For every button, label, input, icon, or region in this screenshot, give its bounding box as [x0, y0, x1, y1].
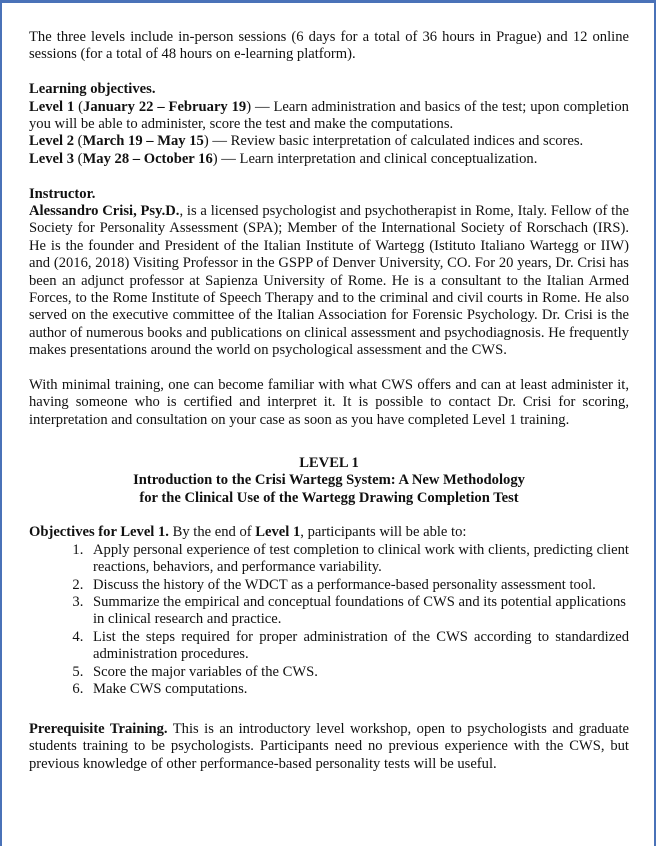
level-1-title: LEVEL 1	[299, 454, 359, 471]
list-item: 1. Apply personal experience of test completion to clinical work with clients, predicting client reactions, behaviors, and performance variability.	[87, 542, 629, 577]
intro-paragraph: The three levels include in-person sessions (6 days for a total of 36 hours in Prague) and 12 online sessions (for a total of 48 hours on e-learning platform).	[29, 29, 629, 63]
list-item: 5. Score the major variables of the CWS.	[87, 664, 629, 681]
prerequisite-paragraph: Prerequisite Training. This is an introductory level workshop, open to psychologists and graduate students training to be psychologists. Participants need no previous experience with the CWS, but previous knowledge of other performance-based personality tests will be useful.	[29, 720, 629, 772]
instructor-name: Alessandro Crisi, Psy.D.	[29, 203, 180, 220]
list-item: 4. List the steps required for proper administration of the CWS according to standardized administration procedures.	[87, 629, 629, 664]
learning-objectives-heading: Learning objectives.	[29, 81, 156, 98]
objectives-intro: Objectives for Level 1. By the end of Level 1, participants will be able to:	[29, 524, 467, 541]
document-page	[29, 29, 629, 790]
instructor-bio: Alessandro Crisi, Psy.D., is a licensed psychologist and psychotherapist in Rome, Italy. Fellow of the Society for Personality Assessment (SPA); Member of the International Society of Rorschach (IRS). He is the founder and President of the Italian Institute of Wartegg (Istituto Italiano Wartegg or IIW) and (2016, 2018) Visiting Professor in the GSPP of Denver University, CO. For 20 years, Dr. Crisi has been an adjunct professor at Sapienza University of Rome. He is a consultant to the Italian Armed Forces, to the Rome Institute of Speech Therapy and to the criminal and civil courts in Rome. He also served on the executive committee of the Italian Association for Forensic Psychology. Dr. Crisi is the author of numerous books and publications on clinical assessment and psychodiagnosis. He frequently makes presentations around the world on psychological assessment and the CWS.	[29, 203, 629, 359]
level-2-objective: Level 2 (March 19 – May 15) — Review basic interpretation of calculated indices and scores.	[29, 133, 584, 150]
level-3-objective: Level 3 (May 28 – October 16) — Learn interpretation and clinical conceptualization.	[29, 150, 538, 167]
minimal-training-paragraph: With minimal training, one can become familiar with what CWS offers and can at least administer it, having someone who is certified and interpret it. It is possible to contact Dr. Crisi for scoring, interpretation and consultation on your case as soon as you have completed Level 1 training.	[29, 377, 629, 428]
list-item: 3. Summarize the empirical and conceptual foundations of CWS and its potential applications in clinical research and practice.	[87, 594, 629, 629]
level-1-subtitle-1: Introduction to the Crisi Wartegg System: A New Methodology	[133, 472, 525, 489]
list-item: 2. Discuss the history of the WDCT as a performance-based personality assessment tool.	[87, 577, 629, 594]
level-1-objective: Level 1 (January 22 – February 19) — Learn administration and basics of the test; upon completion you will be able to administer, score the test and make the computations.	[29, 98, 629, 133]
list-item: 6. Make CWS computations.	[87, 681, 629, 698]
instructor-heading: Instructor.	[29, 185, 96, 202]
objectives-list	[29, 542, 629, 699]
level-1-subtitle-2: for the Clinical Use of the Wartegg Drawing Completion Test	[139, 489, 519, 506]
